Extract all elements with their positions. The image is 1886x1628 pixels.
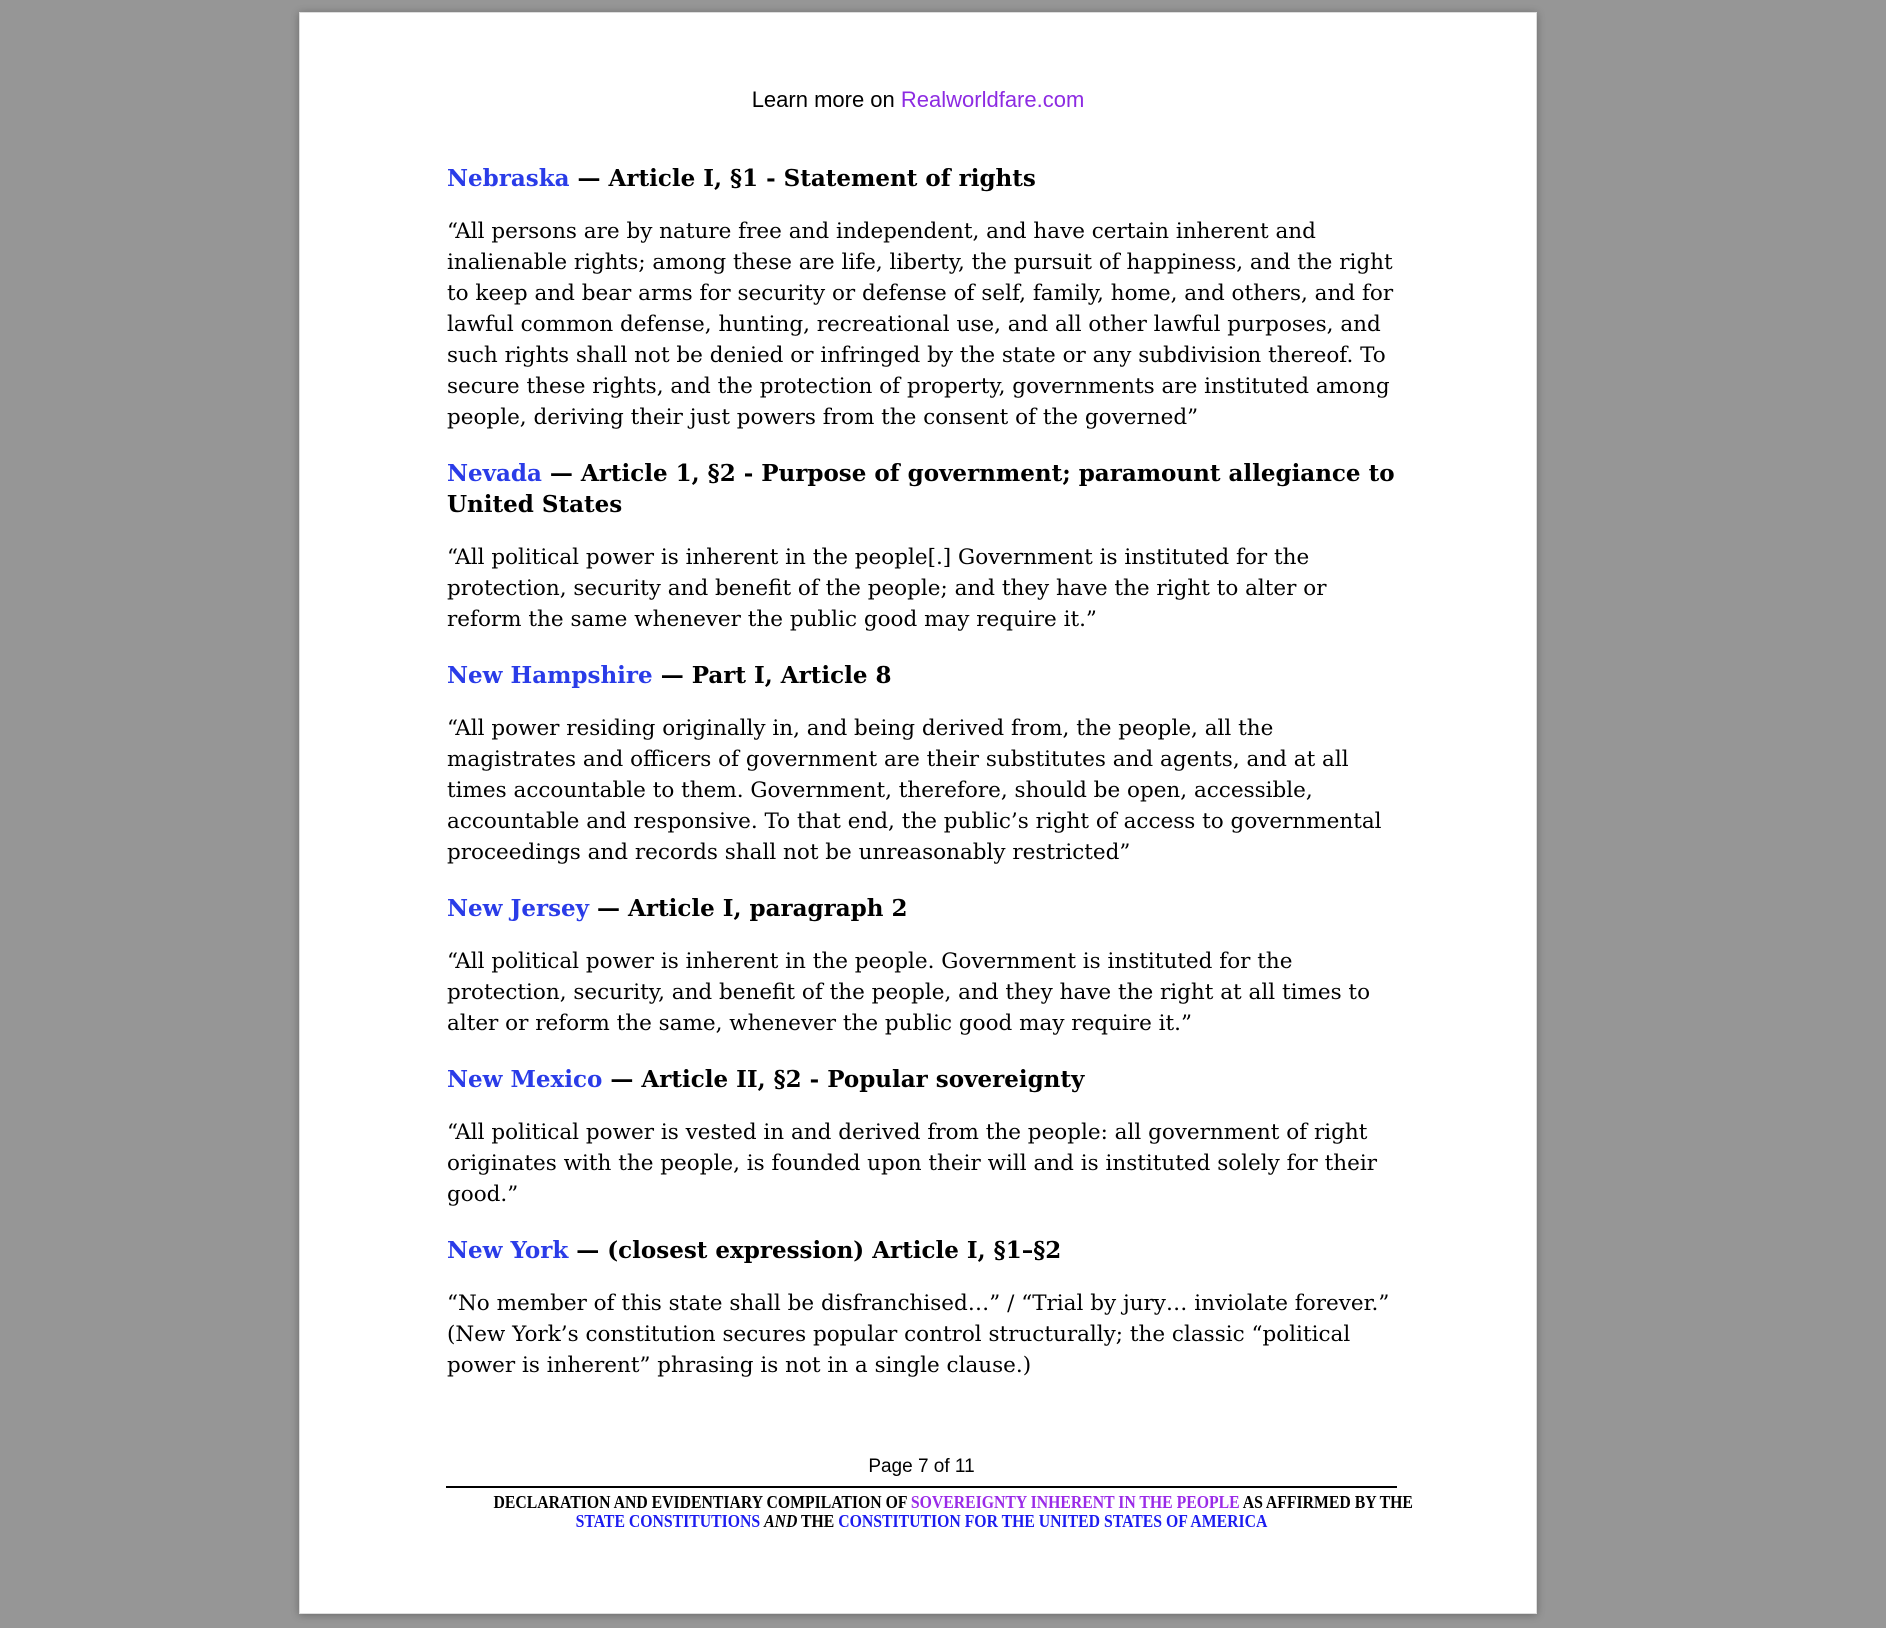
- footer-text-italic-and: AND: [764, 1511, 798, 1531]
- section-quote-new-mexico: “All political power is vested in and derived from the people: all government of right originates with the people, is founded upon their will and is instituted solely for their good.”: [447, 1120, 1378, 1207]
- section-heading-new-york: [447, 1235, 1396, 1266]
- footer-divider: [446, 1486, 1397, 1488]
- section-heading-new-jersey: [447, 893, 1396, 924]
- state-link-nevada[interactable]: Nevada: [447, 460, 542, 487]
- footer-title-line-1: [493, 1492, 1413, 1512]
- section-title: — Article 1, §2 - Purpose of government; paramount allegiance to United States: [447, 460, 1395, 518]
- section-quote-nebraska: “All persons are by nature free and independent, and have certain inherent and inalienable rights; among these are life, liberty, the pursuit of happiness, and the right to keep and bear arms for security or defense of self, family, home, and others, and for lawful common defense, hunting, recreational use, and all other lawful purposes, and such rights shall not be denied or infringed by the state or any subdivision thereof. To secure these rights, and the protection of property, governments are instituted among people, deriving their just powers from the consent of the governed”: [447, 219, 1394, 430]
- footer-text-blue: CONSTITUTION FOR THE UNITED STATES OF AMERICA: [838, 1511, 1268, 1531]
- section-title: — Article II, §2 - Popular sovereignty: [602, 1066, 1085, 1093]
- state-link-new-jersey[interactable]: New Jersey: [447, 895, 590, 922]
- state-link-new-hampshire[interactable]: New Hampshire: [447, 662, 653, 689]
- section-heading-nebraska: [447, 163, 1396, 194]
- footer-text-black: THE: [797, 1511, 839, 1531]
- header-text: Learn more on: [751, 87, 901, 112]
- section-heading-nevada: [447, 458, 1396, 520]
- footer-text-purple: SOVEREIGNTY INHERENT IN THE PEOPLE: [910, 1492, 1240, 1512]
- section-heading-new-hampshire: [447, 660, 1396, 691]
- state-link-new-york[interactable]: New York: [447, 1237, 569, 1264]
- page-number: Page 7 of 11: [868, 1456, 975, 1477]
- document-page: [299, 12, 1537, 1614]
- section-title: — Article I, §1 - Statement of rights: [569, 165, 1036, 192]
- state-link-nebraska[interactable]: Nebraska: [447, 165, 570, 192]
- section-quote-new-hampshire: “All power residing originally in, and being derived from, the people, all the magistrates and officers of government are their substitutes and agents, and at all times accountable to them. Government, therefore, should be open, accessible, accountable and responsive. To that end, the public’s right of access to governmental proceedings and records shall not be unreasonably restricted”: [447, 716, 1382, 865]
- section-quote-new-york: “No member of this state shall be disfranchised…” / “Trial by jury… inviolate forever.” (New York’s constitution secures popular control structurally; the classic “political power is inherent” phrasing is not in a single clause.): [447, 1291, 1390, 1378]
- section-heading-new-mexico: [447, 1064, 1396, 1095]
- page-footer: [446, 1456, 1413, 1531]
- section-quote-new-jersey: “All political power is inherent in the people. Government is instituted for the protection, security, and benefit of the people, and they have the right at all times to alter or reform the same, whenever the public good may require it.”: [447, 949, 1371, 1036]
- section-title: — Part I, Article 8: [652, 662, 892, 689]
- header-link[interactable]: Realworldfare.com: [900, 87, 1085, 112]
- footer-text-black: DECLARATION AND EVIDENTIARY COMPILATION OF: [493, 1492, 911, 1512]
- footer-text-blue: STATE CONSTITUTIONS: [575, 1511, 765, 1531]
- header: [300, 87, 1536, 113]
- state-link-new-mexico[interactable]: New Mexico: [447, 1066, 603, 1093]
- section-quote-nevada: “All political power is inherent in the people[.] Government is instituted for the protection, security and benefit of the people; and they have the right to alter or reform the same whenever the public good may require it.”: [447, 545, 1327, 632]
- footer-title-line-2: [494, 1512, 1350, 1531]
- footer-text-black: AS AFFIRMED BY THE: [1239, 1492, 1413, 1512]
- document-content: [447, 163, 1396, 1381]
- section-title: — (closest expression) Article I, §1–§2: [568, 1237, 1062, 1264]
- section-title: — Article I, paragraph 2: [589, 895, 908, 922]
